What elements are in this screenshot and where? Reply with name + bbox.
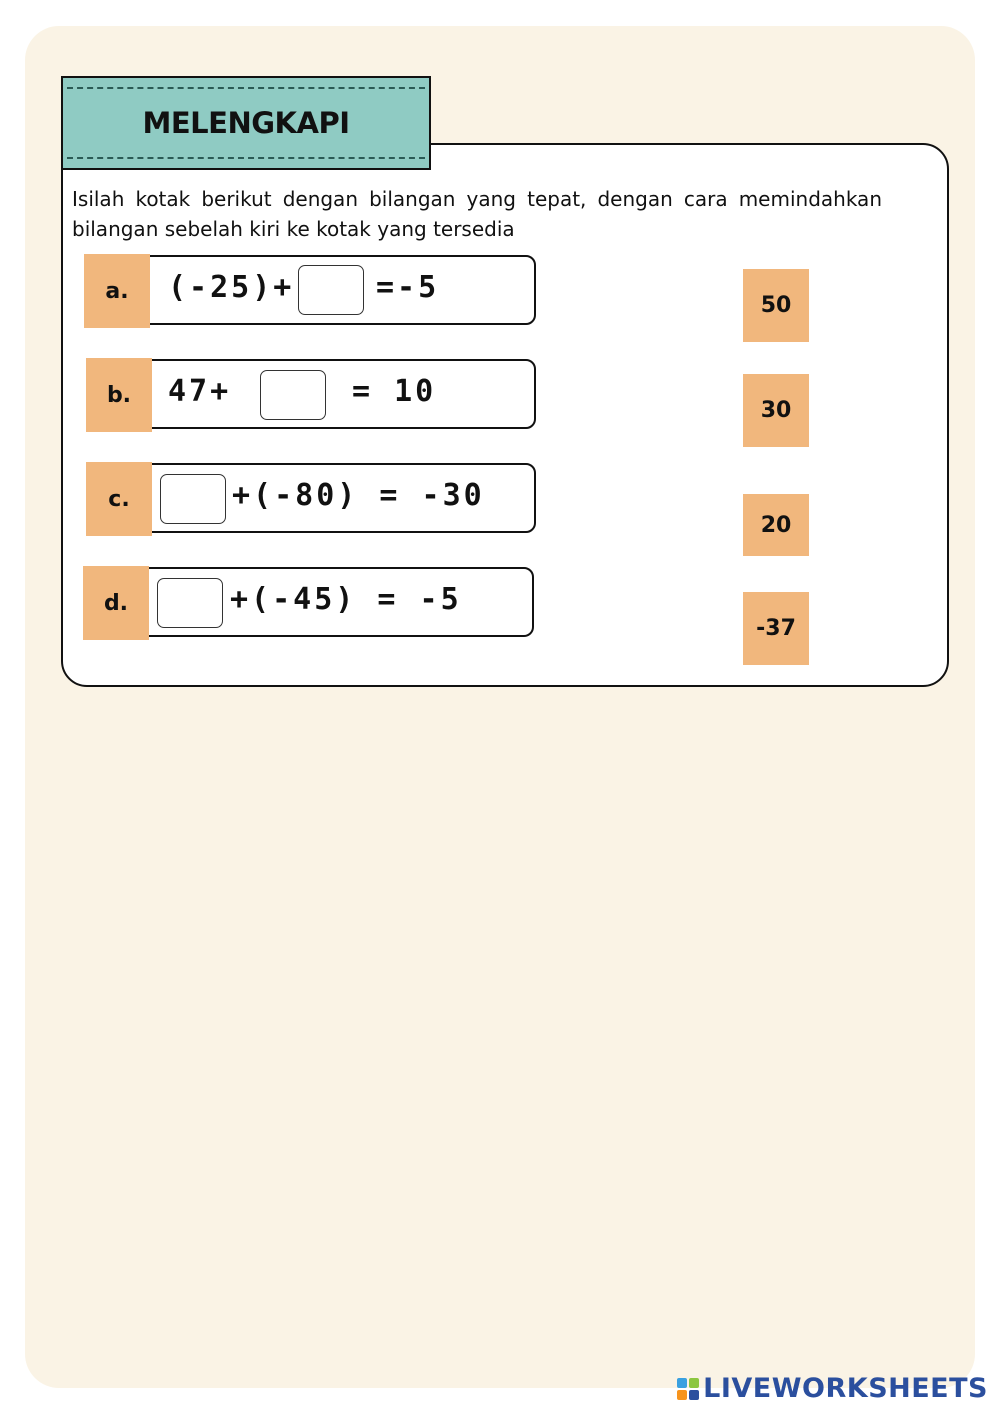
question-label-b: b. [86,358,152,432]
answer-slot-a[interactable] [298,265,364,315]
answer-slot-d[interactable] [157,578,223,628]
answer-tile-50[interactable]: 50 [743,269,809,342]
section-header [61,76,431,170]
question-a-left-text: (-25)+ [168,270,295,305]
question-d-right-text: +(-45) = -5 [230,582,462,617]
brand-name: LIVEWORKSHEETS [703,1373,988,1404]
question-c-right-text: +(-80) = -30 [232,478,485,513]
answer-slot-b[interactable] [260,370,326,420]
liveworksheets-logo [677,1373,988,1404]
instructions-text: Isilah kotak berikut dengan bilangan yang tepat, dengan cara memindahkan bilangan sebelah kiri ke kotak yang tersedia [72,187,882,241]
question-label-c: c. [86,462,152,536]
answer-tile-neg37[interactable]: -37 [743,592,809,665]
question-label-d: d. [83,566,149,640]
question-b-left-text: 47+ [168,374,232,409]
liveworksheets-icon [677,1378,699,1400]
question-a-right-text: =-5 [376,270,440,305]
answer-tile-20[interactable]: 20 [743,494,809,556]
answer-tile-30[interactable]: 30 [743,374,809,447]
question-label-a: a. [84,254,150,328]
answer-slot-c[interactable] [160,474,226,524]
question-b-right-text: = 10 [352,374,437,409]
section-title: MELENGKAPI [142,106,350,140]
